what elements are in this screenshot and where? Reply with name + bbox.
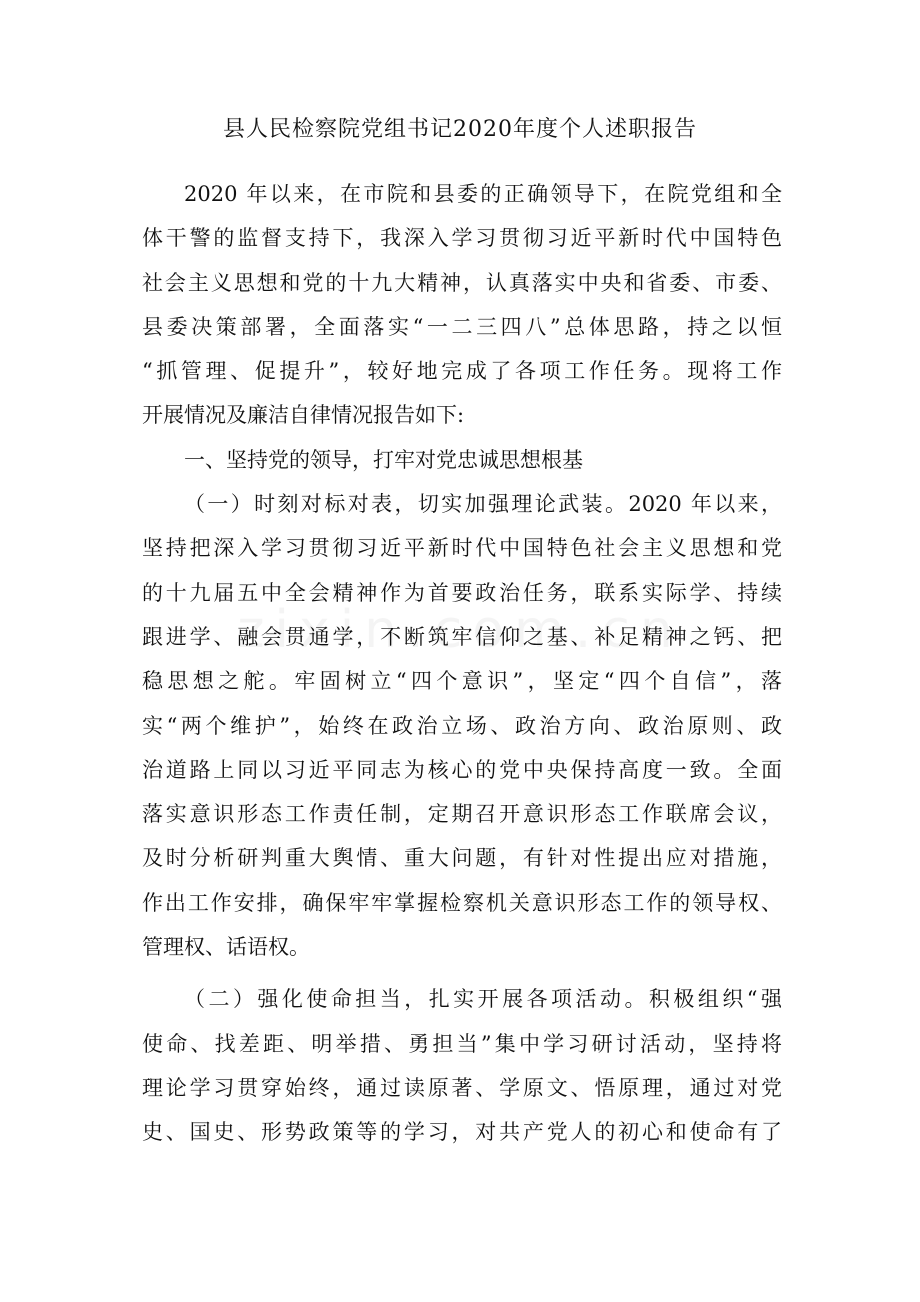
text-line: 开展情况及廉洁自律情况报告如下: xyxy=(142,403,465,428)
paragraph-subsection-1 xyxy=(142,482,782,969)
text-line: 跟进学、融会贯通学，不断筑牢信仰之基、补足精神之钙、把 xyxy=(142,624,782,649)
document-body xyxy=(142,172,782,1155)
section-heading xyxy=(142,438,782,482)
text-line: 坚持把深入学习贯彻习近平新时代中国特色社会主义思想和党 xyxy=(142,536,782,561)
text-line: （二）强化使命担当，扎实开展各项活动。积极组织“强 xyxy=(184,987,782,1012)
paragraph-subsection-2 xyxy=(142,977,782,1154)
heading-text: 一、坚持党的领导，打牢对党忠诚思想根基 xyxy=(184,447,583,472)
text-line: 落实意识形态工作责任制，定期召开意识形态工作联席会议， xyxy=(142,802,782,827)
text-line: 史、国史、形势政策等的学习，对共产党人的初心和使命有了 xyxy=(142,1120,782,1145)
text-line: 社会主义思想和党的十九大精神，认真落实中央和省委、市委、 xyxy=(142,270,782,295)
text-line: 稳思想之舵。牢固树立“四个意识”，坚定“四个自信”，落 xyxy=(142,669,782,694)
text-line: 作出工作安排，确保牢牢掌握检察机关意识形态工作的领导权、 xyxy=(142,890,782,915)
document-title: 县人民检察院党组书记2020年度个人述职报告 xyxy=(223,117,697,142)
text-line: “抓管理、促提升”，较好地完成了各项工作任务。现将工作 xyxy=(142,359,782,384)
paragraph-intro xyxy=(142,172,782,438)
text-line: 使命、找差距、明举措、勇担当”集中学习研讨活动，坚持将 xyxy=(142,1031,782,1056)
text-line: 的十九届五中全会精神作为首要政治任务，联系实际学、持续 xyxy=(142,580,782,605)
text-line: 管理权、话语权。 xyxy=(142,935,310,960)
text-line: 县委决策部署，全面落实“一二三四八”总体思路，持之以恒 xyxy=(142,314,782,339)
text-line: 及时分析研判重大舆情、重大问题，有针对性提出应对措施， xyxy=(142,846,782,871)
text-line: 治道路上同以习近平同志为核心的党中央保持高度一致。全面 xyxy=(142,757,782,782)
text-line: 实“两个维护”，始终在政治立场、政治方向、政治原则、政 xyxy=(142,713,782,738)
text-line: （一）时刻对标对表，切实加强理论武装。2020 年以来， xyxy=(184,492,782,517)
text-line: 2020 年以来，在市院和县委的正确领导下，在院党组和全 xyxy=(184,182,782,206)
text-line: 体干警的监督支持下，我深入学习贯彻习近平新时代中国特色 xyxy=(142,226,782,251)
text-line: 理论学习贯穿始终，通过读原著、学原文、悟原理，通过对党 xyxy=(142,1075,782,1100)
